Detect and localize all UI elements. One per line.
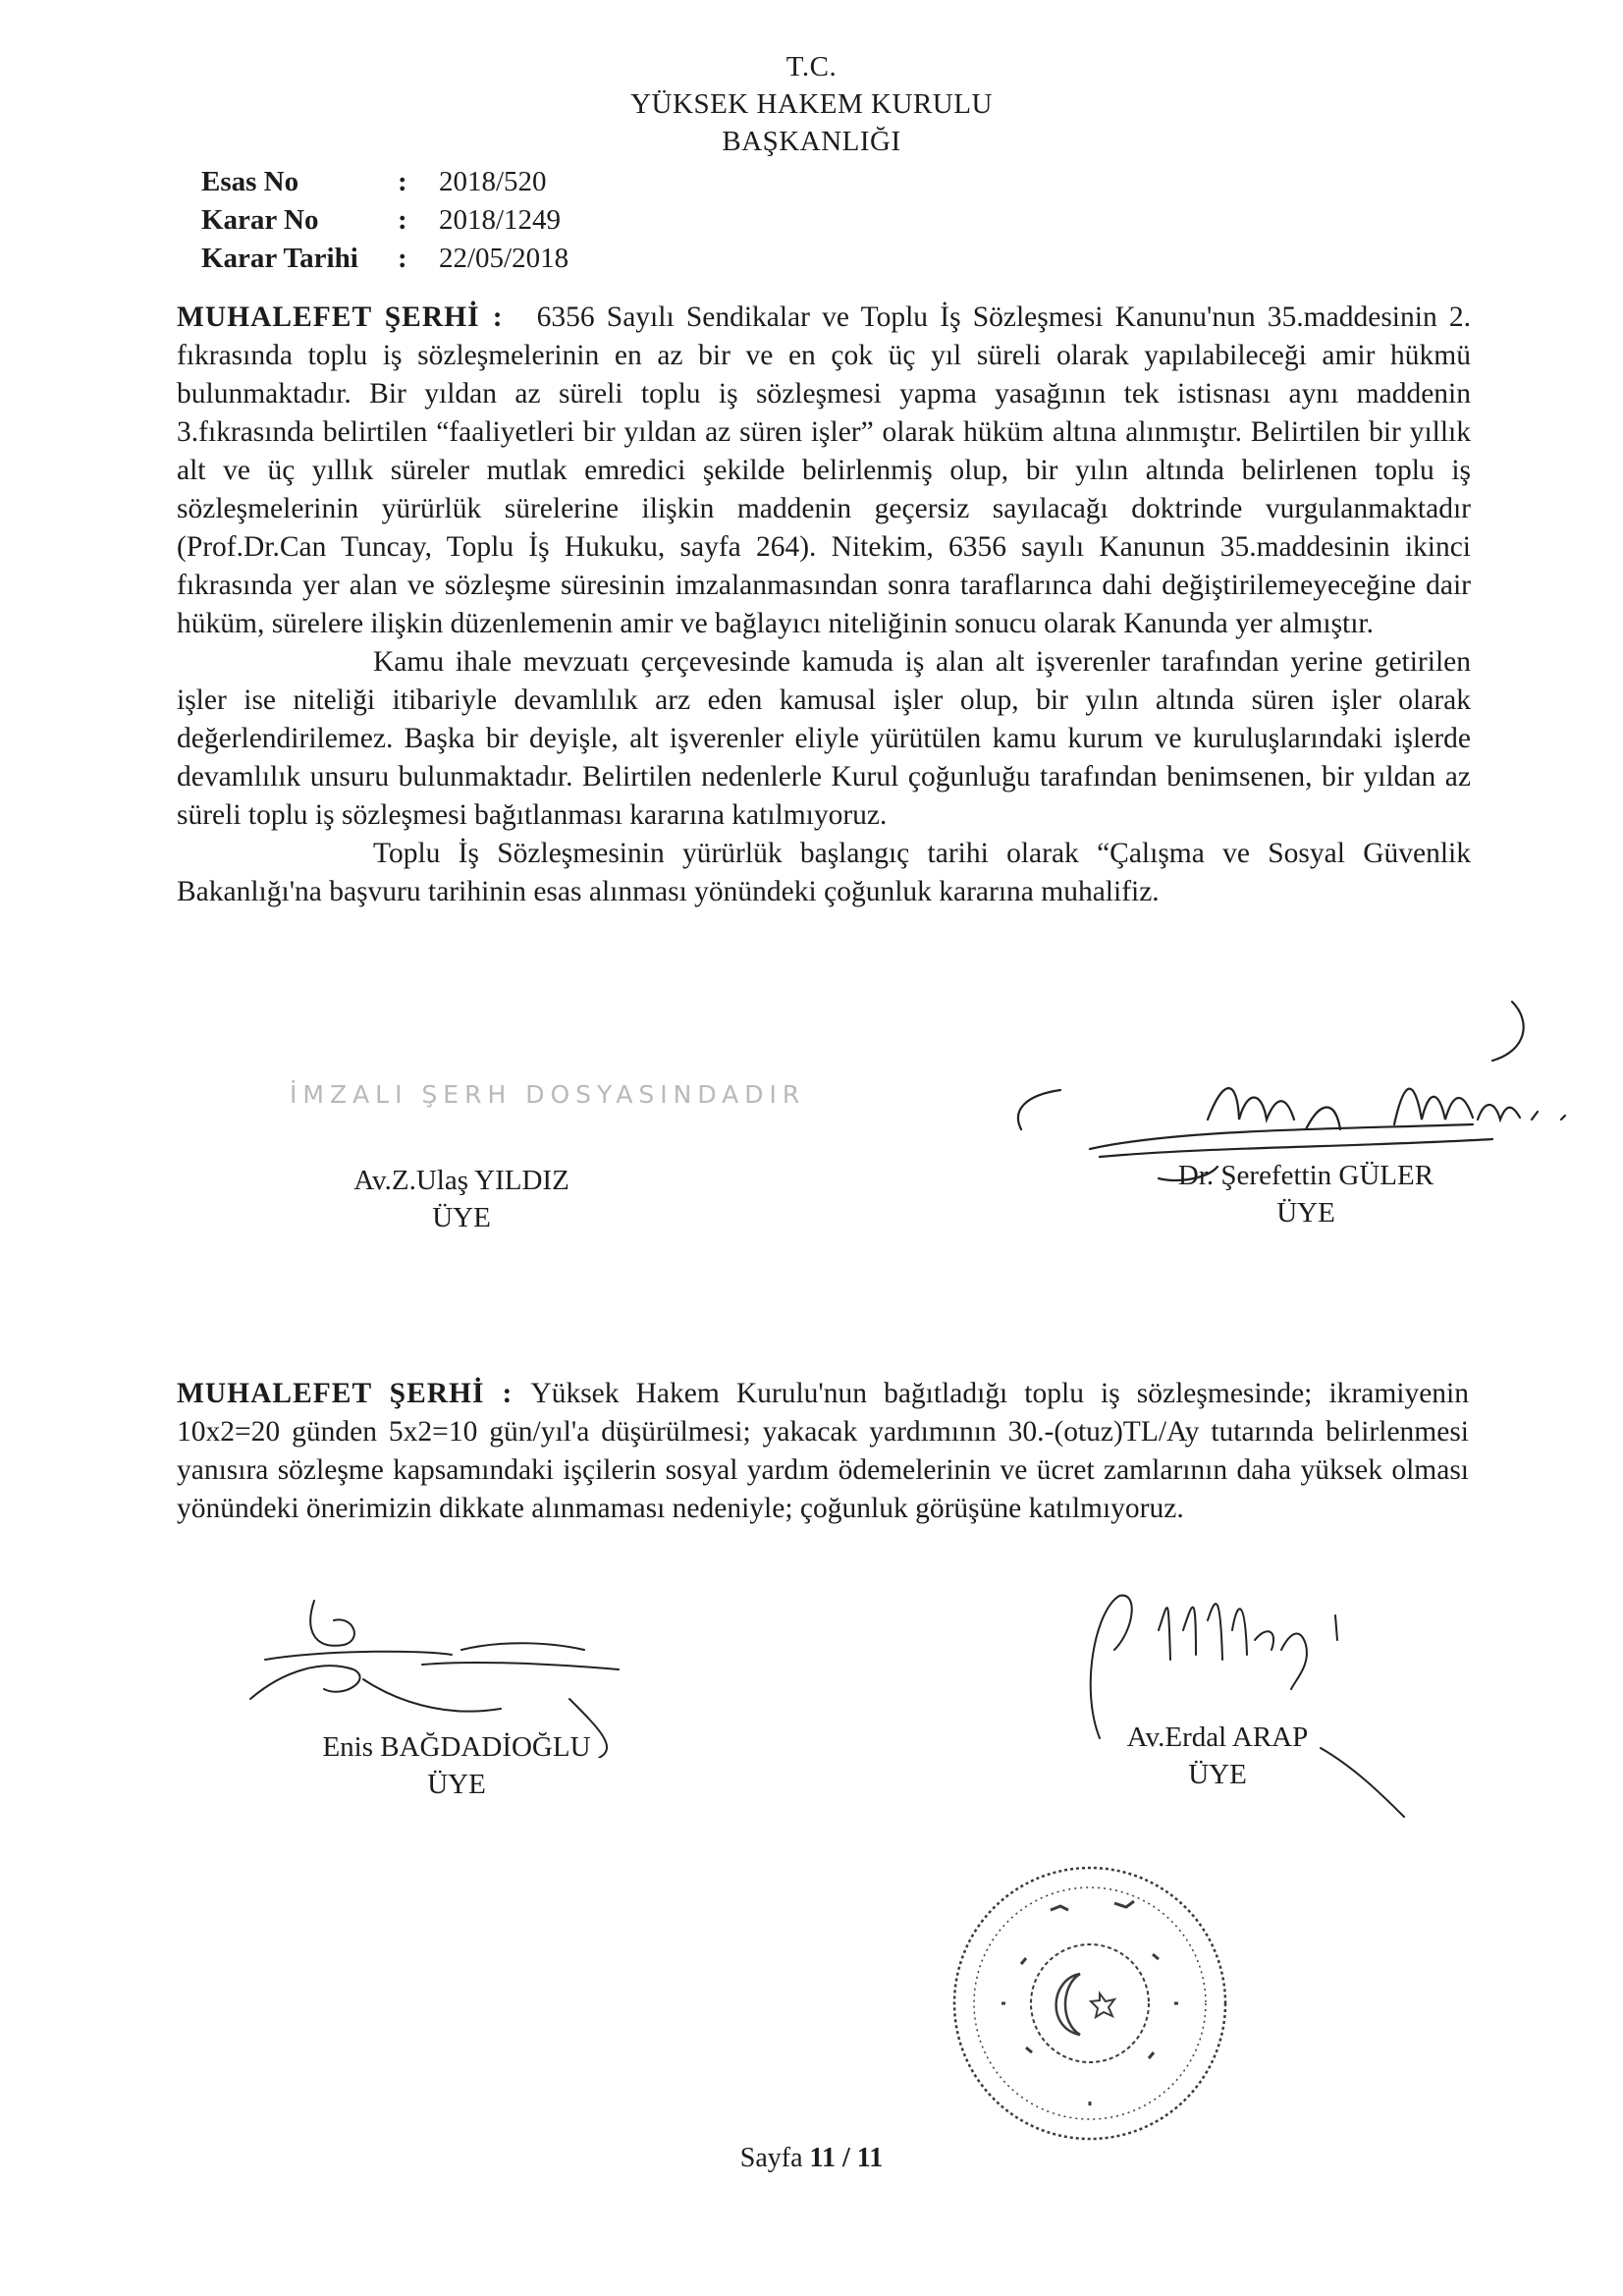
signer-block-yildiz bbox=[295, 1162, 628, 1236]
page-footer bbox=[0, 2143, 1623, 2174]
meta-colon: : bbox=[398, 166, 407, 197]
meta-label: Karar No bbox=[201, 204, 319, 236]
signer-block-bagdadioglu bbox=[285, 1728, 628, 1803]
dissent-1-body bbox=[177, 299, 1471, 911]
signer-name: Av.Erdal ARAP bbox=[1126, 1722, 1309, 1753]
dissent-2-paragraph-1: Yüksek Hakem Kurulu'nun bağıtladığı toplu iş sözleşmesinde; ikramiyenin 10x2=20 günden 5x2=10 gün/yıl'a düşürülmesi; yakacak yardımının 30.-(otuz)TL/Ay tutarında belirlenmesi yanısıra sözleşme kapsamındaki işçilerin sosyal yardım ödemelerinin ve ücret zamlarının daha yüksek olması yönündeki önerimizin dikkate alınmaması nedeniyle; çoğunluk görüşüne katılmıyoruz. bbox=[177, 1378, 1469, 1524]
dissent-2-heading: MUHALEFET ŞERHİ : bbox=[177, 1378, 514, 1409]
meta-value: 2018/1249 bbox=[439, 204, 562, 236]
signer-block-arap bbox=[1070, 1719, 1365, 1793]
signed-annotation-stamp: İMZALI ŞERH DOSYASINDADIR bbox=[290, 1080, 806, 1109]
dissent-2-body bbox=[177, 1375, 1469, 1528]
meta-row-esas bbox=[201, 163, 568, 201]
signer-name: Dr. Şerefettin GÜLER bbox=[1177, 1160, 1434, 1191]
signer-role: ÜYE bbox=[432, 1202, 491, 1233]
case-meta-block bbox=[201, 163, 568, 278]
dissent-1-paragraph-1: 6356 Sayılı Sendikalar ve Toplu İş Sözleşmesi Kanunu'nun 35.maddesinin 2. fıkrasında toplu iş sözleşmelerinin en az bir ve en çok üç yıl süreli olarak yapılabileceği amir hükmü bulunmaktadır. Bir yıldan az süreli toplu iş sözleşmesi yapma yasağının tek istisnası aynı maddenin 3.fıkrasında belirtilen “faaliyetleri bir yıldan az süren işler” olarak hüküm altına alınmıştır. Belirtilen bir yıllık alt ve üç yıllık süreler mutlak emredici şekilde belirlenmiş olup, bir yılın altında belirlenen toplu iş sözleşmelerinin yürürlük sürelerine ilişkin maddenin geçersiz sayılacağı doktrinde vurgulanmaktadır (Prof.Dr.Can Tuncay, Toplu İş Hukuku, sayfa 264). Nitekim, 6356 sayılı Kanunun 35.maddesinin ikinci fıkrasında yer alan ve sözleşme süresinin imzalanmasından sonra taraflarınca dahi değiştirilemeyeceğine dair hüküm, sürelere ilişkin düzenlemenin amir ve bağlayıcı niteliğinin sonucu olarak Kanunda yer almıştır. bbox=[177, 301, 1471, 639]
meta-value: 2018/520 bbox=[439, 166, 547, 197]
meta-row-tarih bbox=[201, 240, 568, 278]
header-line-institution: YÜKSEK HAKEM KURULU bbox=[630, 88, 993, 120]
meta-value: 22/05/2018 bbox=[439, 243, 569, 274]
meta-colon: : bbox=[398, 243, 407, 274]
meta-row-karar bbox=[201, 201, 568, 240]
signer-block-guler bbox=[1129, 1157, 1483, 1231]
page-number: 11 / 11 bbox=[809, 2143, 884, 2173]
dissent-1-heading: MUHALEFET ŞERHİ : bbox=[177, 301, 504, 333]
header-line-presidency: BAŞKANLIĞI bbox=[722, 126, 901, 157]
official-seal-icon bbox=[943, 1856, 1237, 2151]
dissent-1-paragraph-2: Kamu ihale mevzuatı çerçevesinde kamuda iş alan alt işverenler tarafından yerine getirilen işler ise niteliği itibariyle devamlılık arz eden kamusal işler olup, bir yılın altında süren işler olarak değerlendirilemez. Başka bir deyişle, alt işverenler eliyle yürütülen kamu kurum ve kuruluşlarındaki işlerde devamlılık unsuru bulunmaktadır. Belirtilen nedenlerle Kurul çoğunluğu tarafından benimsenen, bir yıldan az süreli toplu iş sözleşmesi bağıtlanması kararına katılmıyoruz. bbox=[177, 646, 1471, 831]
meta-label: Esas No bbox=[201, 166, 299, 197]
signer-name: Av.Z.Ulaş YILDIZ bbox=[353, 1165, 569, 1196]
signer-role: ÜYE bbox=[1188, 1759, 1247, 1790]
page-footer-prefix: Sayfa bbox=[739, 2143, 803, 2173]
header-line-tc: T.C. bbox=[785, 51, 838, 82]
signer-role: ÜYE bbox=[427, 1769, 486, 1800]
meta-label: Karar Tarihi bbox=[201, 243, 358, 274]
dissent-1-paragraph-3: Toplu İş Sözleşmesinin yürürlük başlangıç tarihi olarak “Çalışma ve Sosyal Güvenlik Bakanlığı'na başvuru tarihinin esas alınması yönündeki çoğunluk kararına muhalifiz. bbox=[177, 838, 1471, 907]
signer-name: Enis BAĞDADİOĞLU bbox=[322, 1731, 591, 1763]
meta-colon: : bbox=[398, 204, 407, 236]
signer-role: ÜYE bbox=[1276, 1197, 1335, 1229]
